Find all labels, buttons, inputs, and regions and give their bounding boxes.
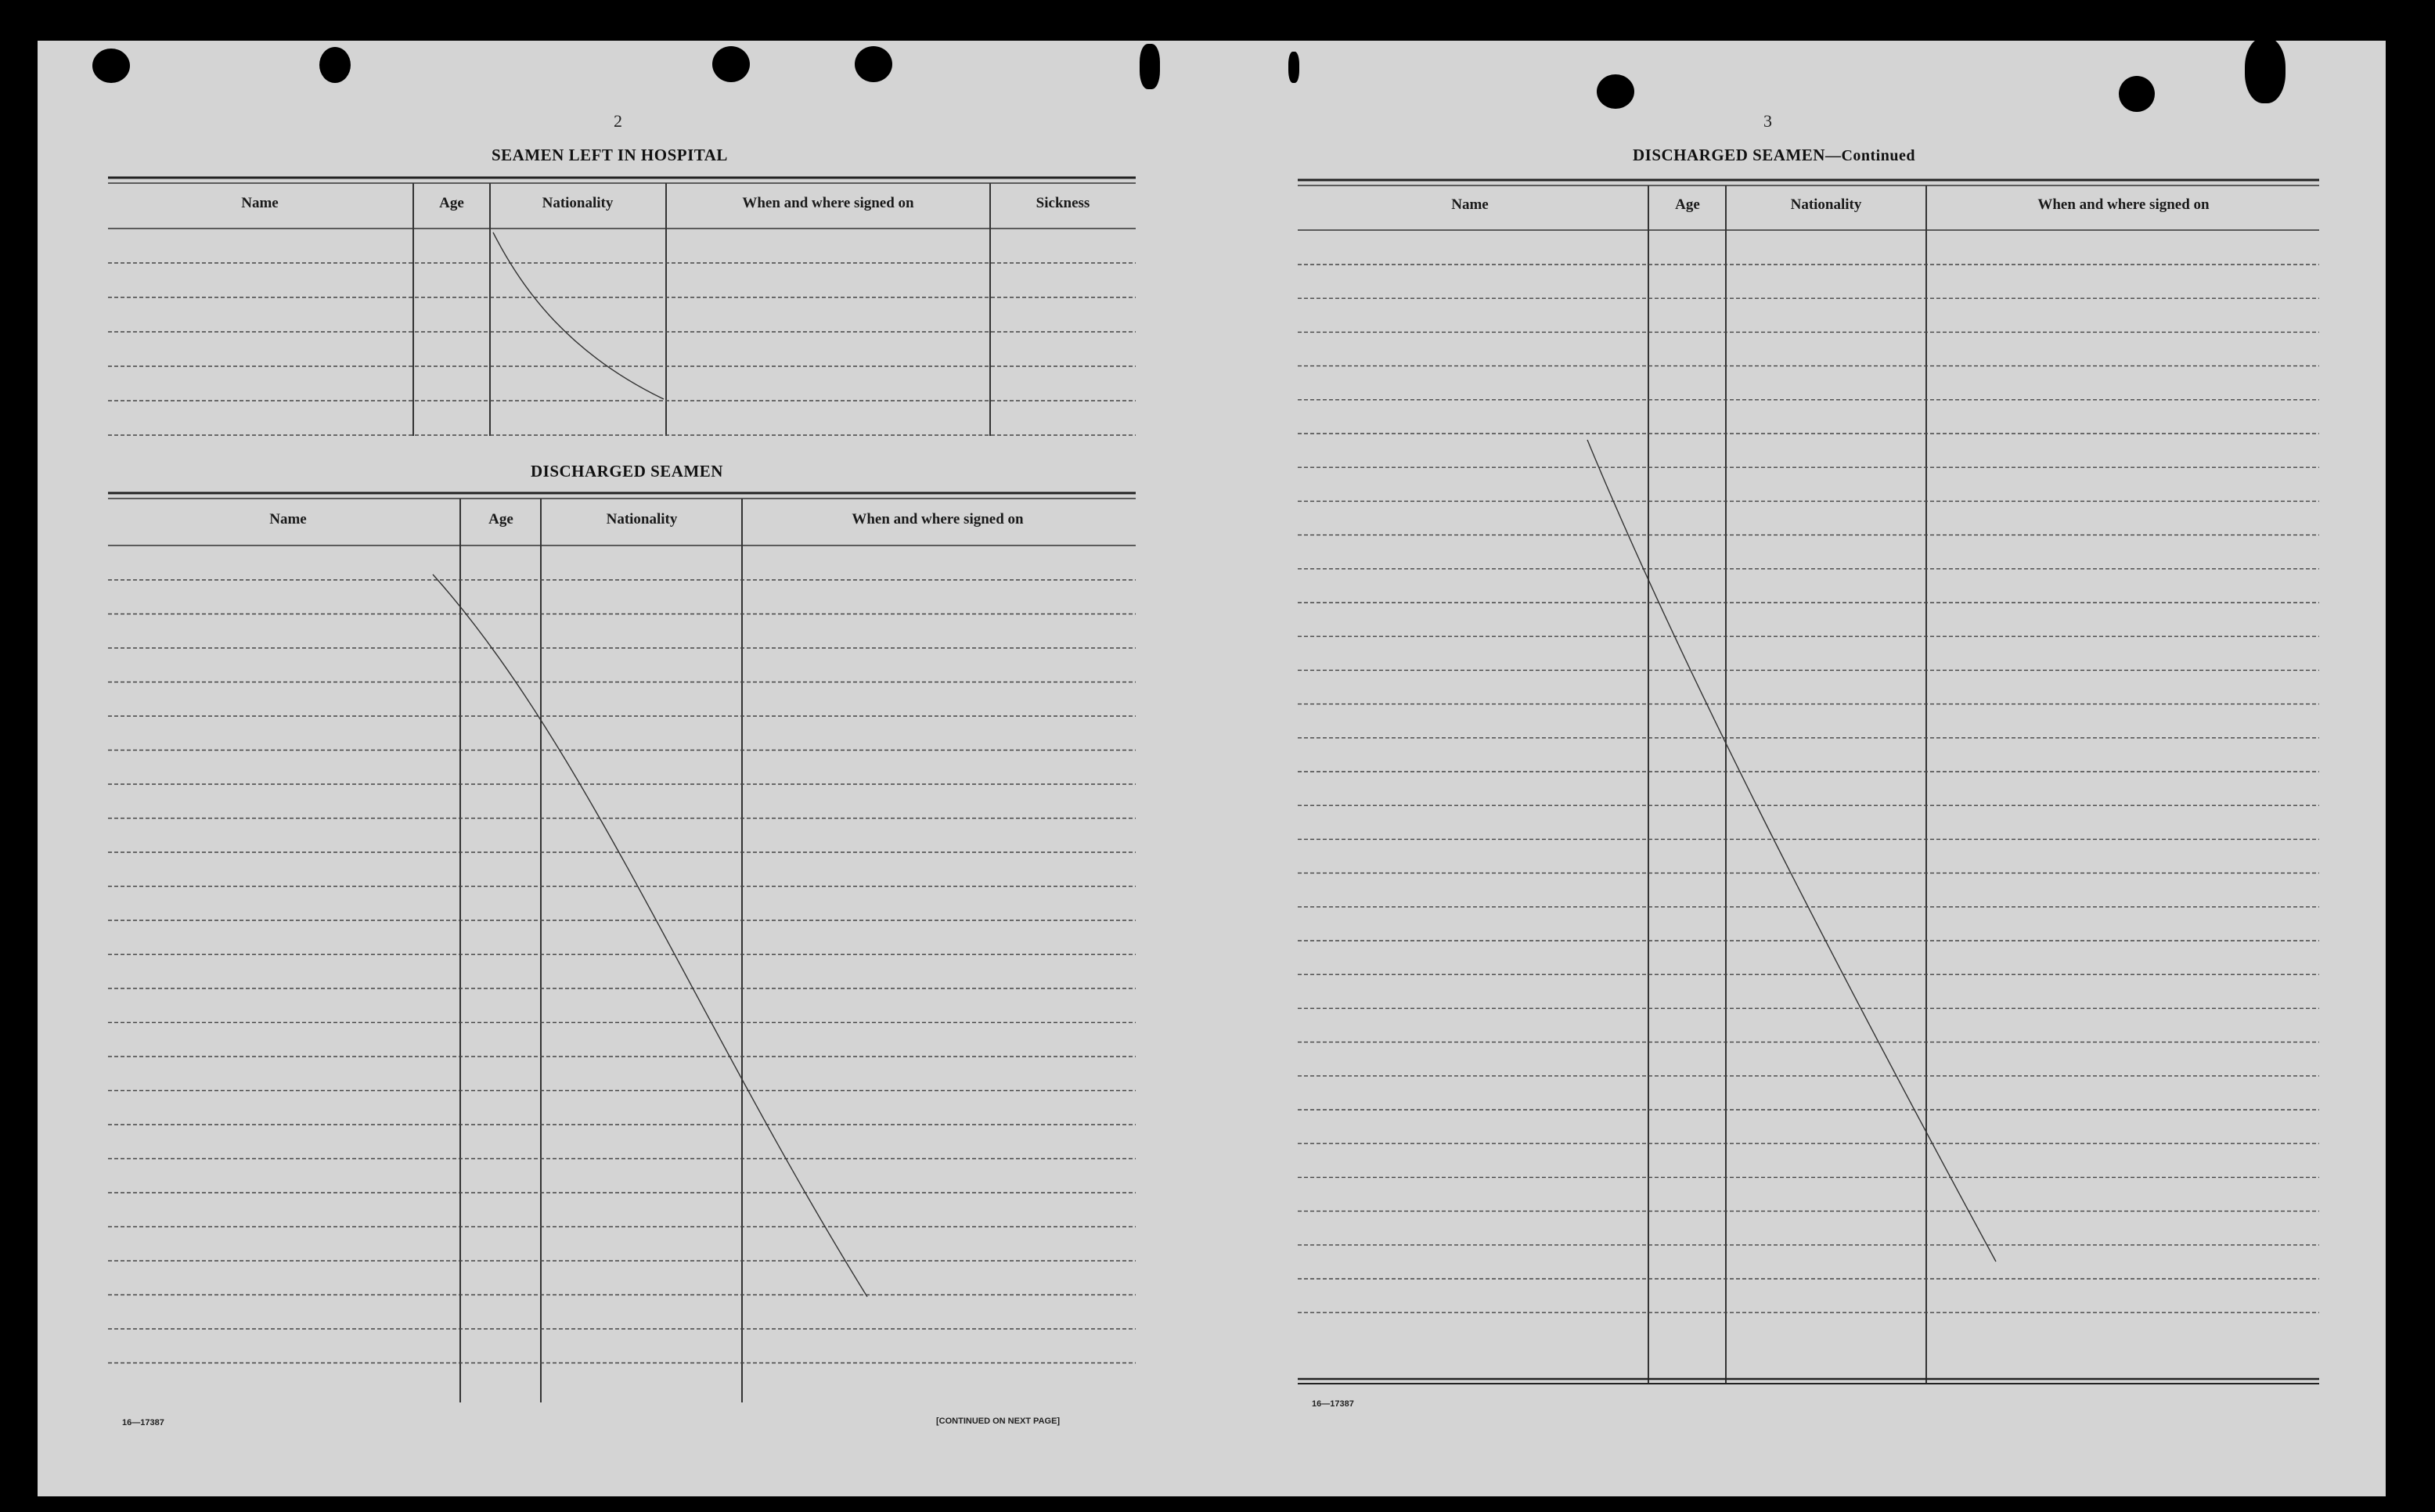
col-header-nationality: Nationality [542, 195, 614, 211]
col-header-name: Name [1451, 196, 1489, 213]
col-header-name: Name [269, 511, 307, 527]
section-title: DISCHARGED SEAMEN [1633, 146, 1825, 164]
discharged-table [108, 493, 1136, 1402]
section-title-suffix: —Continued [1824, 147, 1915, 164]
hospital-table [108, 178, 1136, 436]
col-header-when-where: When and where signed on [742, 195, 914, 211]
page-number: 2 [614, 111, 622, 131]
continued-note: [CONTINUED ON NEXT PAGE] [936, 1417, 1061, 1426]
hospital-section-title: SEAMEN LEFT IN HOSPITAL [492, 146, 728, 164]
col-header-name: Name [241, 195, 279, 211]
document-sheet [38, 41, 2386, 1496]
col-header-age: Age [488, 511, 513, 527]
col-header-age: Age [439, 195, 464, 211]
col-header-nationality: Nationality [606, 511, 678, 527]
right-page [1212, 41, 2386, 1496]
col-header-nationality: Nationality [1790, 196, 1862, 213]
col-header-when-where: When and where signed on [2037, 196, 2210, 213]
left-page [38, 41, 1212, 1496]
page-number: 3 [1763, 111, 1772, 131]
col-header-sickness: Sickness [1036, 195, 1090, 211]
form-number: 16—17387 [122, 1418, 164, 1427]
col-header-age: Age [1675, 196, 1700, 213]
left-page-ruling [38, 41, 1212, 1496]
col-header-when-where: When and where signed on [852, 511, 1024, 527]
discharged-continued-table [1298, 180, 2319, 1384]
discharged-section-title: DISCHARGED SEAMEN [531, 462, 723, 481]
right-page-ruling [1212, 41, 2386, 1496]
form-number: 16—17387 [1312, 1399, 1354, 1409]
